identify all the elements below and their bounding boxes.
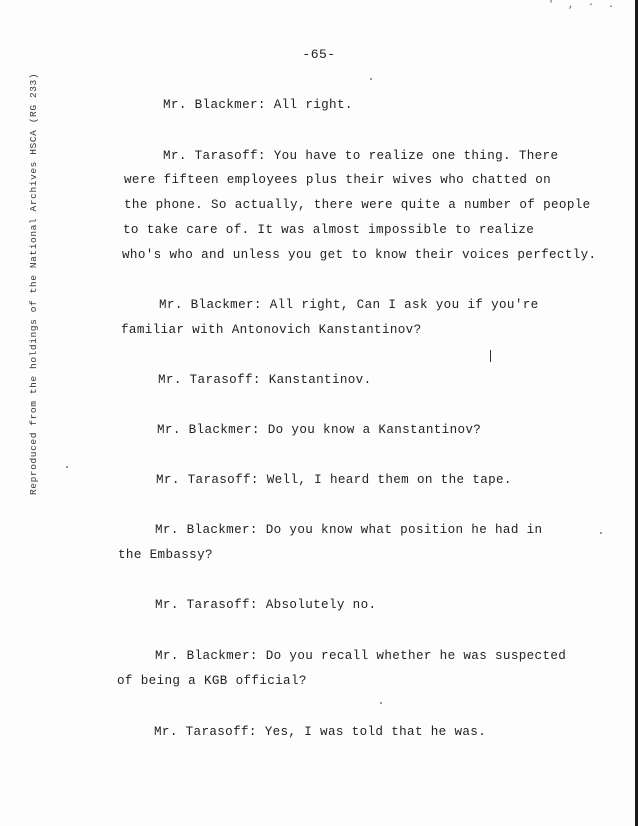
scan-mark [490,350,491,362]
page-number: -65- [302,47,336,62]
scan-speck [600,532,602,534]
archive-stamp [28,72,44,495]
transcript-line: familiar with Antonovich Kanstantinov? [121,323,422,337]
transcript-line: Mr. Tarasoff: Yes, I was told that he was. [154,725,487,739]
transcript-line: Mr. Blackmer: Do you know what position he had in [155,523,543,537]
transcript-line: were fifteen employees plus their wives who chatted on [124,173,552,187]
transcript-line: Mr. Blackmer: Do you know a Kanstantinov? [157,423,482,437]
transcript-line: the Embassy? [118,548,213,562]
transcript-line: Mr. Blackmer: All right, Can I ask you if you're [159,298,539,312]
transcript-line: who's who and unless you get to know their voices perfectly. [122,248,597,262]
transcript-line: the phone. So actually, there were quite a number of people [124,198,591,212]
transcript-line: to take care of. It was almost impossible to realize [123,223,535,237]
transcript-line: of being a KGB official? [117,674,307,688]
scan-speck [370,78,372,80]
scan-speck [66,466,68,468]
scan-specks: ' , · . [547,0,618,11]
transcript-line: Mr. Tarasoff: Absolutely no. [155,598,377,612]
scan-speck [380,702,382,704]
transcript-line: Mr. Blackmer: Do you recall whether he was suspected [155,649,567,663]
archive-stamp-text: Reproduced from the holdings of the National Archives HSCA (RG 233) [28,72,39,495]
transcript-line: Mr. Tarasoff: Well, I heard them on the tape. [156,473,512,487]
transcript-line: Mr. Tarasoff: You have to realize one thing. There [163,149,559,163]
transcript-line: Mr. Blackmer: All right. [163,98,353,112]
transcript-line: Mr. Tarasoff: Kanstantinov. [158,373,372,387]
